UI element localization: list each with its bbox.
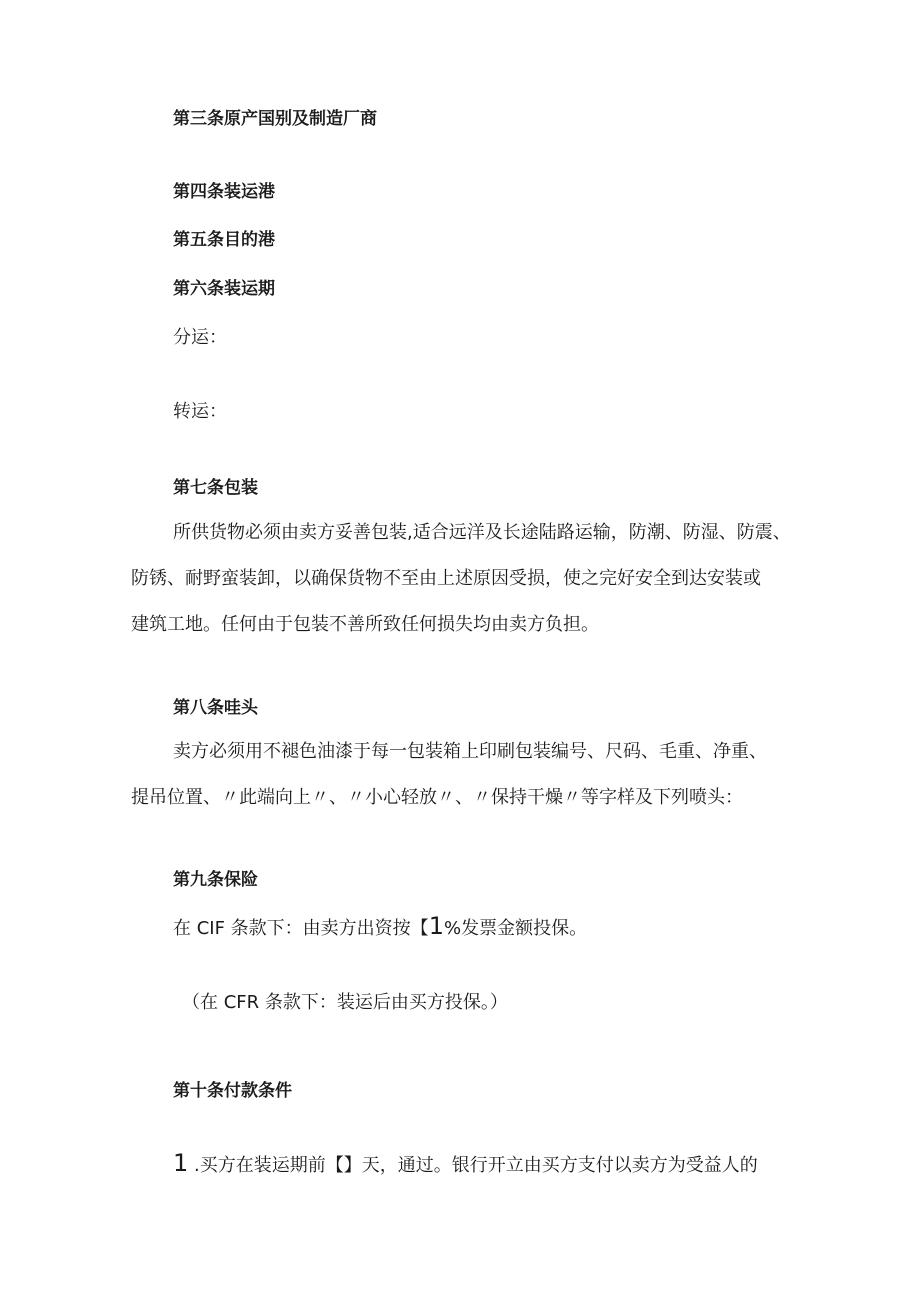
- article10-item-1-text: .买方在装运期前【】天，通过。银行开立由买方支付以卖方为受益人的: [188, 1155, 758, 1176]
- article7-line-1: 所供货物必须由卖方妥善包装,适合远洋及长途陆路运输，防潮、防湿、防震、: [173, 522, 791, 543]
- transshipment-label: 转运：: [173, 401, 227, 422]
- article7-paragraph: [131, 510, 793, 648]
- article10-item-1-number: 1: [173, 1149, 189, 1177]
- article10-heading: 第十条付款条件: [173, 1081, 292, 1101]
- article10-item-1: [173, 1149, 758, 1177]
- article6-heading: 第六条装运期: [173, 279, 275, 299]
- article5-heading: 第五条目的港: [173, 230, 275, 250]
- article8-paragraph: [131, 729, 793, 821]
- article3-heading: 第三条原产国别及制造厂商: [173, 109, 377, 129]
- article9-cif-clause: [173, 912, 588, 940]
- article9-cif-suffix: %发票金额投保。: [443, 918, 588, 939]
- article8-line-1: 卖方必须用不褪色油漆于每一包装箱上印刷包装编号、尺码、毛重、净重、: [173, 741, 767, 762]
- article7-line-3: 建筑工地。任何由于包装不善所致任何损失均由卖方负担。: [131, 614, 599, 635]
- partial-shipment-label: 分运：: [173, 327, 227, 348]
- article9-cfr-clause: （在 CFR 条款下：装运后由买方投保。）: [182, 992, 508, 1013]
- article9-heading: 第九条保险: [173, 870, 258, 890]
- article9-cif-prefix: 在 CIF 条款下：由卖方出资按【: [173, 918, 429, 939]
- article4-heading: 第四条装运港: [173, 182, 275, 202]
- article8-line-2: 提吊位置、〃此端向上〃、〃小心轻放〃、〃保持干燥〃等字样及下列喷头：: [131, 787, 743, 808]
- article8-heading: 第八条哇头: [173, 698, 258, 718]
- article7-line-2: 防锈、耐野蛮装卸，以确保货物不至由上述原因受损，使之完好安全到达安装或: [131, 568, 761, 589]
- article9-cif-number: 1: [428, 912, 444, 940]
- article7-heading: 第七条包装: [173, 478, 258, 498]
